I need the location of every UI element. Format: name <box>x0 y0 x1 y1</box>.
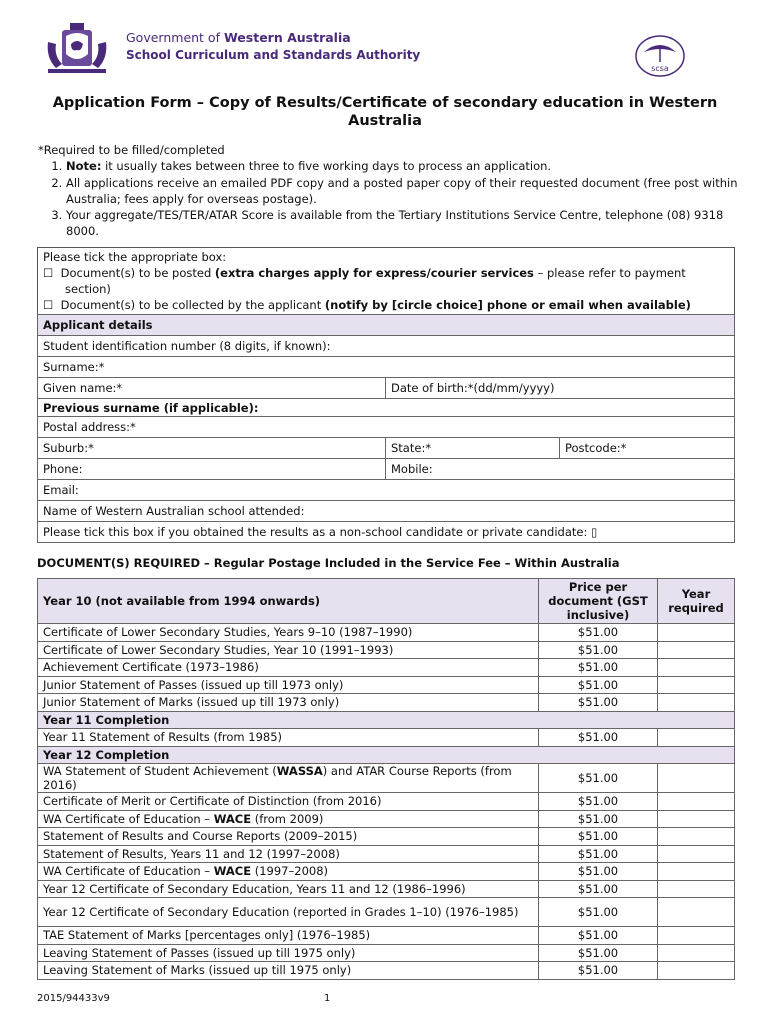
year11-heading: Year 11 Completion <box>38 711 735 729</box>
dob-field[interactable]: Date of birth:*(dd/mm/yyyy) <box>386 378 735 399</box>
page-number: 1 <box>324 993 331 1004</box>
price-column-header: Price per document (GST inclusive) <box>539 579 658 624</box>
page-header <box>40 22 740 84</box>
student-id-field[interactable]: Student identification number (8 digits, if known): <box>38 336 735 357</box>
year-required-column-header: Year required <box>658 579 735 624</box>
year-required-input[interactable] <box>658 641 735 659</box>
scsa-logo-text: scsa <box>651 64 669 73</box>
email-field[interactable]: Email: <box>38 480 735 501</box>
instructions <box>38 142 738 240</box>
table-row: Certificate of Lower Secondary Studies, Years 9–10 (1987–1990) $51.00 <box>38 624 735 642</box>
applicant-details-table <box>37 314 735 543</box>
option-posted[interactable]: ☐ Document(s) to be posted (extra charges apply for express/courier services – please refer to payment section) <box>43 266 686 296</box>
table-row: Year 11 Statement of Results (from 1985) $51.00 <box>38 729 735 747</box>
table-row: Statement of Results, Years 11 and 12 (1997–2008) $51.00 <box>38 845 735 863</box>
table-row: Statement of Results and Course Reports (2009–2015) $51.00 <box>38 828 735 846</box>
table-row: Certificate of Merit or Certificate of Distinction (from 2016) $51.00 <box>38 793 735 811</box>
school-field[interactable]: Name of Western Australian school attended: <box>38 501 735 522</box>
year-required-input[interactable] <box>658 845 735 863</box>
suburb-field[interactable]: Suburb:* <box>38 438 386 459</box>
year-required-input[interactable] <box>658 764 735 793</box>
non-school-candidate-row: Please tick this box if you obtained the results as a non-school candidate or private candidate: ▯ <box>38 522 735 543</box>
mobile-field[interactable]: Mobile: <box>386 459 735 480</box>
year-required-input[interactable] <box>658 863 735 881</box>
scsa-logo <box>630 32 690 80</box>
year-required-input[interactable] <box>658 676 735 694</box>
table-row: Year 12 Certificate of Secondary Education (reported in Grades 1–10) (1976–1985) $51.00 <box>38 898 735 927</box>
year-required-input[interactable] <box>658 694 735 712</box>
applicant-heading: Applicant details <box>38 315 735 336</box>
list-item: 3. Your aggregate/TES/TER/ATAR Score is available from the Tertiary Institutions Service Centre, telephone (08) 9318 8000. <box>66 207 738 240</box>
year-required-input[interactable] <box>658 729 735 747</box>
documents-table <box>37 578 735 980</box>
year-required-input[interactable] <box>658 962 735 980</box>
year12-heading: Year 12 Completion <box>38 746 735 764</box>
table-row: Junior Statement of Marks (issued up till 1973 only) $51.00 <box>38 694 735 712</box>
previous-surname-field[interactable]: Previous surname (if applicable): <box>38 399 735 417</box>
table-row: WA Certificate of Education – WACE (from 2009) $51.00 <box>38 810 735 828</box>
documents-heading: DOCUMENT(S) REQUIRED – Regular Postage Included in the Service Fee – Within Australia <box>37 556 620 570</box>
government-name: Government of Western Australia <box>126 30 351 45</box>
year10-heading: Year 10 (not available from 1994 onwards) <box>38 579 539 624</box>
surname-field[interactable]: Surname:* <box>38 357 735 378</box>
year-required-input[interactable] <box>658 898 735 927</box>
authority-name: School Curriculum and Standards Authority <box>126 48 421 62</box>
table-row: Achievement Certificate (1973–1986) $51.00 <box>38 659 735 677</box>
phone-field[interactable]: Phone: <box>38 459 386 480</box>
option-collected[interactable]: ☐ Document(s) to be collected by the applicant (notify by [circle choice] phone or email when available) <box>43 298 691 312</box>
postcode-field[interactable]: Postcode:* <box>560 438 735 459</box>
document-code: 2015/94433v9 <box>37 993 110 1004</box>
year-required-input[interactable] <box>658 624 735 642</box>
year-required-input[interactable] <box>658 793 735 811</box>
year-required-input[interactable] <box>658 659 735 677</box>
table-row: WA Statement of Student Achievement (WASSA) and ATAR Course Reports (from 2016) $51.00 <box>38 764 735 793</box>
list-item: 2. All applications receive an emailed PDF copy and a posted paper copy of their requested document (free post within Australia; fees apply for overseas postage). <box>66 175 738 208</box>
table-row: WA Certificate of Education – WACE (1997–2008) $51.00 <box>38 863 735 881</box>
table-row: TAE Statement of Marks [percentages only] (1976–1985) $51.00 <box>38 927 735 945</box>
table-row: Certificate of Lower Secondary Studies, Year 10 (1991–1993) $51.00 <box>38 641 735 659</box>
table-row: Leaving Statement of Passes (issued up till 1975 only) $51.00 <box>38 944 735 962</box>
required-note: *Required to be filled/completed <box>38 143 225 157</box>
list-item: 1. Note: it usually takes between three to five working days to process an application. <box>66 158 738 174</box>
delivery-options-box <box>37 247 735 315</box>
year-required-input[interactable] <box>658 927 735 945</box>
year-required-input[interactable] <box>658 810 735 828</box>
year-required-input[interactable] <box>658 880 735 898</box>
table-row: Year 12 Certificate of Secondary Education, Years 11 and 12 (1986–1996) $51.00 <box>38 880 735 898</box>
year-required-input[interactable] <box>658 944 735 962</box>
table-row: Junior Statement of Passes (issued up till 1973 only) $51.00 <box>38 676 735 694</box>
western-australia-crest-logo <box>40 22 120 80</box>
instruction-list <box>38 158 738 239</box>
tick-heading: Please tick the appropriate box: <box>43 250 227 264</box>
given-name-field[interactable]: Given name:* <box>38 378 386 399</box>
year-required-input[interactable] <box>658 828 735 846</box>
page-title: Application Form – Copy of Results/Certificate of secondary education in Western Australia <box>52 95 718 129</box>
state-field[interactable]: State:* <box>386 438 560 459</box>
table-row: Leaving Statement of Marks (issued up till 1975 only) $51.00 <box>38 962 735 980</box>
non-school-checkbox[interactable]: ▯ <box>590 525 598 539</box>
postal-address-field[interactable]: Postal address:* <box>38 417 735 438</box>
